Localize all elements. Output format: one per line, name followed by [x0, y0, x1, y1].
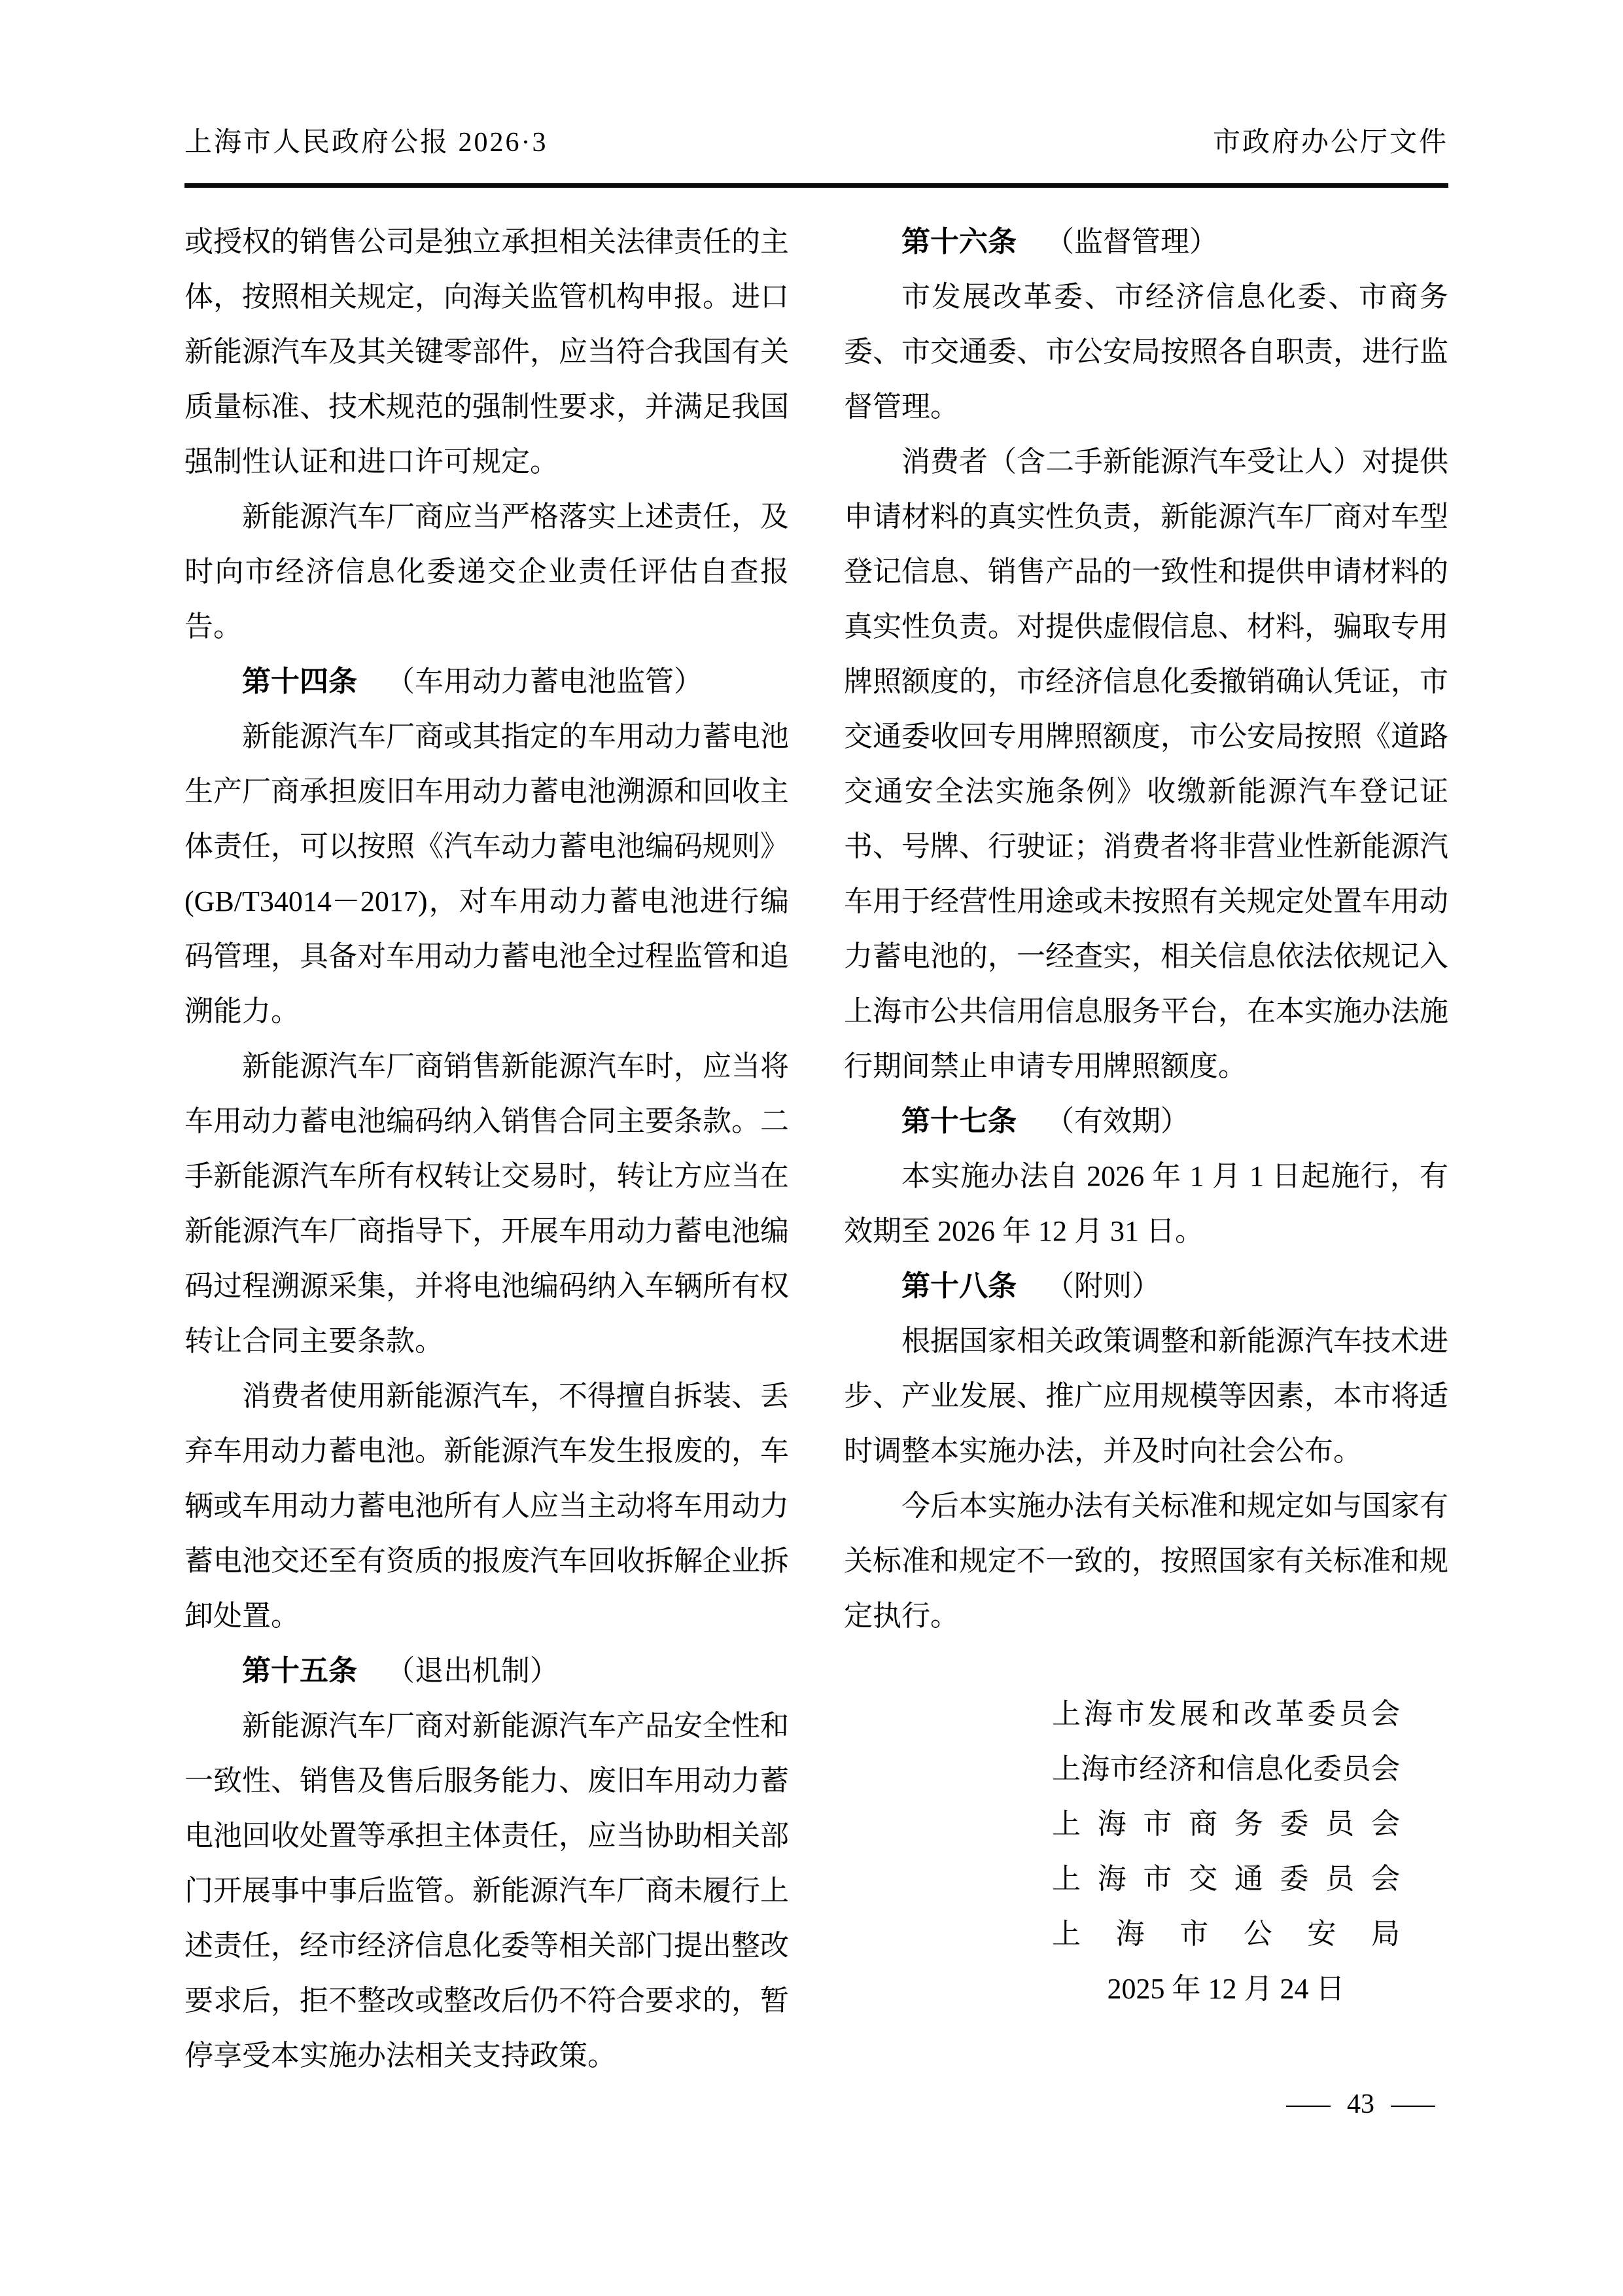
- para-supervision-duties: 市发展改革委、市经济信息化委、市商务委、市交通委、市公安局按照各自职责，进行监督管理。: [844, 281, 1448, 423]
- signature-agency: 上海市交通委员会: [1052, 1863, 1400, 1895]
- signature-date: 2025 年 12 月 24 日: [1107, 1973, 1345, 2005]
- signature-agency: 上海市经济和信息化委员会: [1052, 1753, 1400, 1785]
- page-number-dash-left: —: [1286, 2089, 1331, 2119]
- article-15-number: 第十五条: [242, 1655, 357, 1687]
- page-number-dash-right: —: [1391, 2089, 1435, 2119]
- article-18-number: 第十八条: [901, 1270, 1017, 1302]
- signature-agency: 上海市公安局: [1052, 1918, 1400, 1950]
- page-number: [1286, 2089, 1435, 2120]
- para-authenticity-penalty: 消费者（含二手新能源汽车受让人）对提供申请材料的真实性负责，新能源汽车厂商对车型登记信息、销售产品的一致性和提供申请材料的真实性负责。对提供虚假信息、材料，骗取专用牌照额度的，市经济信息化委撤销确认凭证，市交通委收回专用牌照额度，市公安局按照《道路交通安全法实施条例》收缴新能源汽车登记证书、号牌、行驶证；消费者将非营业性新能源汽车用于经营性用途或未按照有关规定处置车用动力蓄电池的，一经查实，相关信息依法依规记入上海市公共信用信息服务平台，在本实施办法施行期间禁止申请专用牌照额度。: [844, 446, 1448, 1082]
- header-journal-title: 上海市人民政府公报 2026·3: [184, 128, 548, 158]
- article-18-title: （附则）: [1045, 1270, 1161, 1302]
- para-national-standards: 今后本实施办法有关标准和规定如与国家有关标准和规定不一致的，按照国家有关标准和规定执行。: [844, 1490, 1448, 1632]
- para-self-check-report: 新能源汽车厂商应当严格落实上述责任，及时向市经济信息化委递交企业责任评估自查报告。: [184, 501, 789, 643]
- para-validity-period: 本实施办法自 2026 年 1 月 1 日起施行，有效期至 2026 年 12 月 31 日。: [844, 1160, 1448, 1247]
- article-17-number: 第十七条: [901, 1105, 1017, 1137]
- heading-article-14: [184, 654, 789, 709]
- signature-agency: 上海市商务委员会: [1052, 1808, 1400, 1840]
- article-16-number: 第十六条: [901, 226, 1017, 258]
- para-battery-recycle: 新能源汽车厂商或其指定的车用动力蓄电池生产厂商承担废旧车用动力蓄电池溯源和回收主体责任，可以按照《汽车动力蓄电池编码规则》(GB/T34014－2017)，对车用动力蓄电池进行编码管理，具备对车用动力蓄电池全过程监管和追溯能力。: [184, 720, 789, 1027]
- para-battery-coding: 新能源汽车厂商销售新能源汽车时，应当将车用动力蓄电池编码纳入销售合同主要条款。二手新能源汽车所有权转让交易时，转让方应当在新能源汽车厂商指导下，开展车用动力蓄电池编码过程溯源采集，并将电池编码纳入车辆所有权转让合同主要条款。: [184, 1050, 789, 1357]
- article-16-title: （监督管理）: [1045, 226, 1218, 258]
- page-number-value: 43: [1347, 2089, 1374, 2119]
- header-section-title: 市政府办公厅文件: [1212, 128, 1448, 158]
- article-14-number: 第十四条: [242, 665, 357, 698]
- header-rule: [184, 183, 1448, 188]
- heading-article-18: [844, 1259, 1448, 1314]
- left-column: [184, 215, 789, 2083]
- heading-article-15: [184, 1644, 789, 1699]
- para-import-responsibility: 或授权的销售公司是独立承担相关法律责任的主体，按照相关规定，向海关监管机构申报。进口新能源汽车及其关键零部件，应当符合我国有关质量标准、技术规范的强制性要求，并满足我国强制性认证和进口许可规定。: [184, 226, 789, 478]
- para-battery-disposal: 消费者使用新能源汽车，不得擅自拆装、丢弃车用动力蓄电池。新能源汽车发生报废的，车辆或车用动力蓄电池所有人应当主动将车用动力蓄电池交还至有资质的报废汽车回收拆解企业拆卸处置。: [184, 1380, 789, 1632]
- signature-block: [1052, 1687, 1400, 2017]
- article-14-title: （车用动力蓄电池监管）: [386, 665, 703, 698]
- para-adjustment: 根据国家相关政策调整和新能源汽车技术进步、产业发展、推广应用规模等因素，本市将适时调整本实施办法，并及时向社会公布。: [844, 1325, 1448, 1467]
- para-exit-mechanism: 新能源汽车厂商对新能源汽车产品安全性和一致性、销售及售后服务能力、废旧车用动力蓄电池回收处置等承担主体责任，应当协助相关部门开展事中事后监管。新能源汽车厂商未履行上述责任，经市经济信息化委等相关部门提出整改要求后，拒不整改或整改后仍不符合要求的，暂停享受本实施办法相关支持政策。: [184, 1710, 789, 2072]
- article-15-title: （退出机制）: [386, 1655, 559, 1687]
- heading-article-17: [844, 1094, 1448, 1149]
- right-column: [844, 215, 1448, 2017]
- article-17-title: （有效期）: [1045, 1105, 1189, 1137]
- heading-article-16: [844, 215, 1448, 270]
- signature-agency: 上海市发展和改革委员会: [1052, 1698, 1400, 1730]
